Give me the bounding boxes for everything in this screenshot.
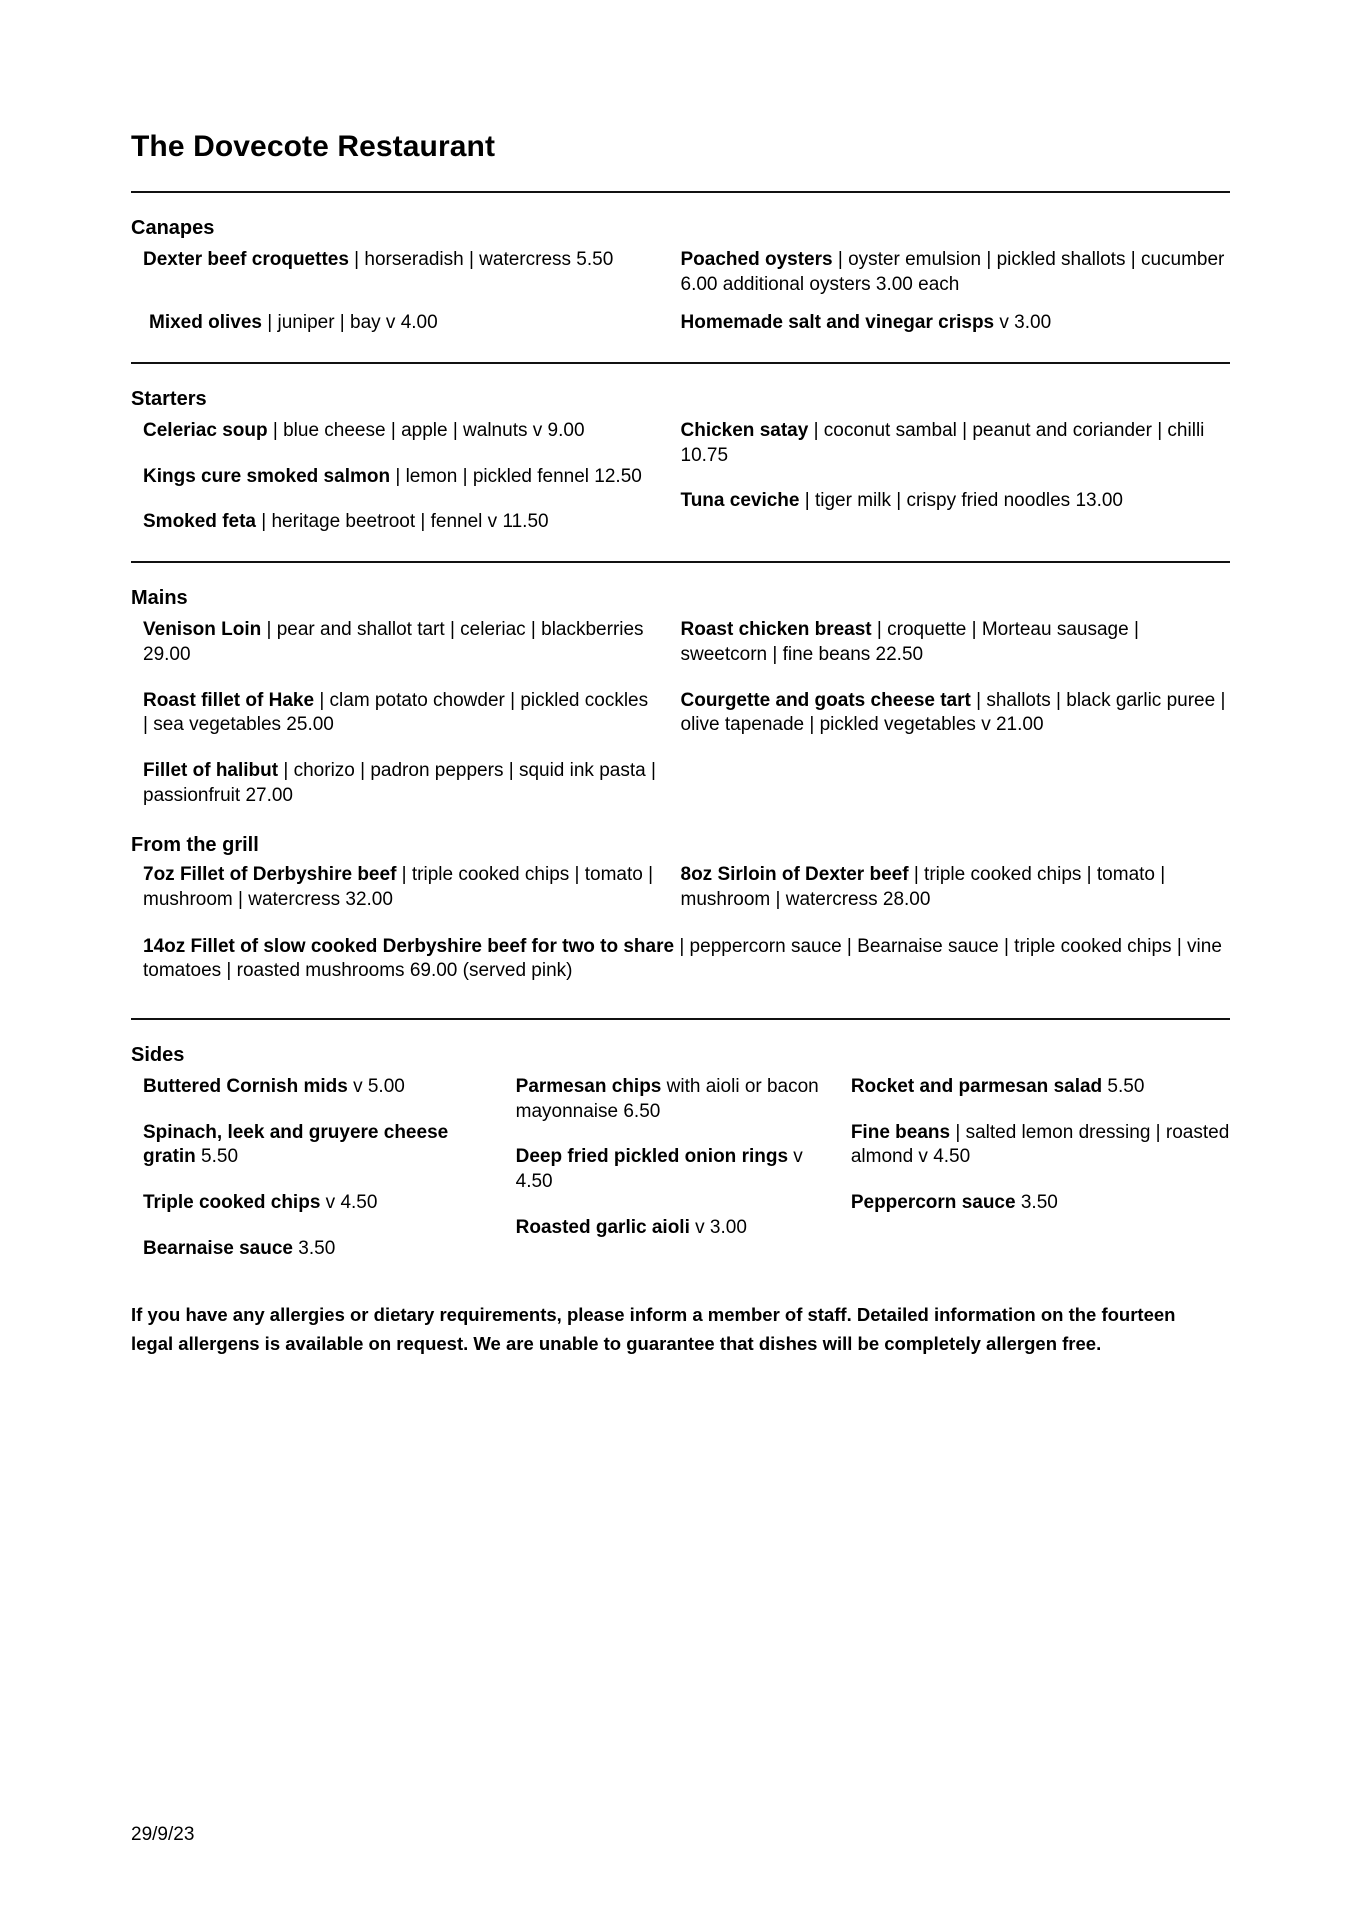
mains-col-left: [131, 618, 681, 808]
canapes-col-right: [681, 248, 1231, 297]
section-starters: [131, 364, 1230, 563]
menu-item: [143, 1191, 500, 1216]
item-desc: v 3.00: [689, 1216, 747, 1238]
starters-col-right: [681, 419, 1231, 514]
menu-item: [681, 489, 1231, 514]
grill-col-right: [681, 863, 1231, 912]
sides-col-3: [851, 1075, 1230, 1216]
item-desc: v 4.50: [515, 1146, 803, 1193]
item-desc: | tiger milk | crispy fried noodles 13.00: [799, 490, 1123, 512]
sides-col-1: [131, 1075, 516, 1261]
item-name: Triple cooked chips: [143, 1192, 321, 1214]
canapes-col-left-2: [131, 311, 681, 336]
item-desc: | croquette | Morteau sausage | sweetcorn | fine beans 22.50: [680, 619, 1139, 665]
starters-col-left: [131, 419, 681, 535]
grill-col-left: [131, 863, 681, 912]
menu-item: [851, 1191, 1230, 1216]
menu-item: [131, 863, 657, 912]
item-desc: | blue cheese | apple | walnuts v 9.00: [267, 420, 585, 442]
item-desc: | clam potato chowder | pickled cockles | sea vegetables 25.00: [143, 689, 649, 736]
item-desc: | triple cooked chips | tomato | mushroom | watercress 32.00: [143, 864, 654, 910]
spacer: [131, 297, 1230, 311]
item-name: Kings cure smoked salmon: [143, 465, 391, 487]
item-name: Celeriac soup: [143, 420, 268, 442]
item-desc: | coconut sambal | peanut and coriander | chilli 10.75: [680, 420, 1205, 466]
section-mains: [131, 563, 1230, 1020]
item-name: Peppercorn sauce: [850, 1192, 1016, 1214]
menu-item: [851, 1121, 1230, 1170]
allergy-notice: If you have any allergies or dietary requirements, please inform a member of staff. Detailed information on the fourteen legal allergens is available on request. We are unable to guarantee that dishes will be completely allergen free.: [131, 1304, 1176, 1354]
item-desc: with aioli or bacon mayonnaise 6.50: [515, 1076, 819, 1122]
mains-col-right: [681, 618, 1231, 738]
item-desc: | peppercorn sauce | Bearnaise sauce | triple cooked chips | vine tomatoes | roasted mushrooms 69.00 (served pink): [143, 935, 1222, 982]
item-name: Homemade salt and vinegar crisps: [680, 312, 995, 334]
item-name: Venison Loin: [143, 619, 262, 641]
canapes-col-right-2: [681, 311, 1231, 336]
item-name: Dexter beef croquettes: [143, 249, 349, 270]
sides-columns: [131, 1075, 1230, 1261]
item-name: Bearnaise sauce: [143, 1237, 293, 1259]
spacer: [131, 336, 1230, 362]
menu-item: [131, 465, 657, 490]
canapes-col-left: [131, 248, 681, 273]
menu-item: [681, 689, 1231, 738]
menu-item: [851, 1075, 1230, 1100]
item-name: 7oz Fillet of Derbyshire beef: [143, 864, 397, 886]
item-name: Fillet of halibut: [143, 759, 279, 781]
menu-item: [516, 1075, 835, 1124]
item-name: Mixed olives: [149, 312, 262, 334]
item-name: Poached oysters: [680, 249, 833, 270]
item-name: 8oz Sirloin of Dexter beef: [680, 864, 909, 886]
item-desc: | triple cooked chips | tomato | mushroom | watercress 28.00: [680, 864, 1166, 910]
menu-item: [131, 248, 657, 273]
item-name: Roasted garlic aioli: [515, 1216, 690, 1238]
item-desc: | pear and shallot tart | celeriac | blackberries 29.00: [143, 619, 644, 665]
menu-item: [131, 311, 657, 336]
section-heading-sides: Sides: [131, 1044, 185, 1066]
item-desc: 5.50: [1102, 1076, 1145, 1097]
canapes-row-2: [131, 311, 1230, 336]
item-name: Smoked feta: [143, 511, 256, 533]
item-name: Roast chicken breast: [680, 619, 872, 641]
item-desc: | heritage beetroot | fennel v 11.50: [255, 511, 549, 533]
mains-row-1: [131, 618, 1230, 808]
menu-item: [681, 618, 1231, 667]
page-title: The Dovecote Restaurant: [131, 130, 496, 163]
menu-item: [143, 1121, 500, 1170]
item-name: Deep fried pickled onion rings: [515, 1146, 789, 1168]
grill-row-1: [131, 863, 1230, 912]
menu-item: [143, 1075, 500, 1100]
item-desc: | juniper | bay v 4.00: [262, 312, 438, 334]
spacer: [131, 984, 1230, 1018]
menu-item: [516, 1145, 835, 1194]
section-heading-canapes: Canapes: [131, 217, 215, 239]
section-canapes: [131, 193, 1230, 364]
item-desc: v 4.50: [320, 1192, 378, 1214]
footer-date: 29/9/23: [131, 1824, 195, 1846]
item-desc: 5.50: [195, 1146, 239, 1168]
item-desc: | lemon | pickled fennel 12.50: [390, 465, 642, 487]
item-name: Roast fillet of Hake: [143, 689, 315, 711]
menu-item: [681, 863, 1231, 912]
item-desc: | oyster emulsion | pickled shallots | cucumber 6.00 additional oysters 3.00 each: [680, 249, 1225, 295]
item-desc: v 5.00: [347, 1076, 405, 1097]
item-desc: 3.50: [293, 1237, 336, 1259]
item-desc: | shallots | black garlic puree | olive tapenade | pickled vegetables v 21.00: [680, 689, 1226, 736]
item-desc: | chorizo | padron peppers | squid ink pasta | passionfruit 27.00: [143, 759, 656, 806]
item-name: Spinach, leek and gruyere cheese gratin: [143, 1121, 449, 1168]
item-desc: 3.50: [1015, 1192, 1058, 1214]
section-heading-grill: From the grill: [131, 834, 259, 857]
item-name: Chicken satay: [680, 420, 809, 442]
section-sides: [131, 1020, 1230, 1261]
item-name: Parmesan chips: [515, 1076, 662, 1097]
starters-row-1: [131, 419, 1230, 535]
item-desc: | horseradish | watercress 5.50: [348, 249, 614, 270]
menu-item: [681, 419, 1231, 468]
menu-item: [681, 248, 1231, 297]
canapes-row-1: [131, 248, 1230, 297]
menu-item: [131, 689, 657, 738]
menu-item: [143, 935, 1230, 984]
section-heading-starters: Starters: [131, 388, 207, 411]
item-name: 14oz Fillet of slow cooked Derbyshire beef for two to share: [143, 935, 675, 957]
menu-item: [143, 1237, 500, 1262]
item-name: Buttered Cornish mids: [143, 1076, 348, 1097]
menu-item: [516, 1216, 835, 1241]
sides-col-2: [516, 1075, 851, 1240]
item-name: Rocket and parmesan salad: [850, 1076, 1103, 1097]
menu-item: [131, 618, 657, 667]
item-name: Fine beans: [850, 1121, 951, 1143]
item-name: Courgette and goats cheese tart: [680, 689, 971, 711]
item-desc: | salted lemon dressing | roasted almond v 4.50: [850, 1121, 1230, 1168]
section-heading-mains: Mains: [131, 587, 188, 610]
item-desc: v 3.00: [994, 312, 1052, 334]
menu-item: [131, 419, 657, 444]
menu-item: [131, 759, 657, 808]
item-name: Tuna ceviche: [680, 490, 800, 512]
menu-item: [131, 510, 657, 535]
menu-item: [681, 311, 1231, 336]
spacer: [131, 535, 1230, 561]
